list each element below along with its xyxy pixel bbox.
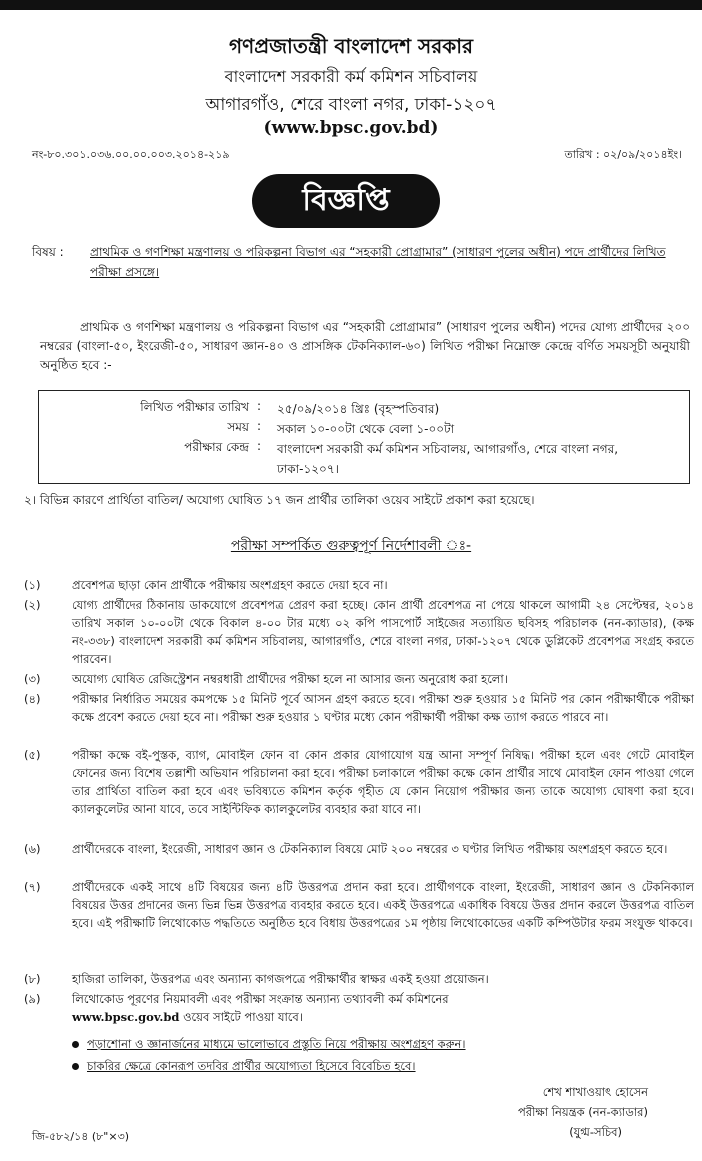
schedule-value: ২৫/০৯/২০১৪ খ্রিঃ (বৃহস্পতিবার) (277, 402, 440, 416)
instruction-text: লিথোকোড পূরণের নিয়মাবলী এবং পরীক্ষা সংক্রান্ত অন্যান্য তথ্যাবলী কর্ম কমিশনের (72, 992, 449, 1006)
instruction-number: (২) (24, 598, 41, 612)
subject-text: প্রাথমিক ও গণশিক্ষা মন্ত্রণালয় ও পরিকল্পনা বিভাগ এর “সহকারী প্রোগ্রামার” (সাধারণ পুলের অধীন) পদে প্রার্থীদের লিখিত পরীক্ষা প্রসঙ্গে। (90, 245, 666, 279)
disqualified-notice: ২। বিভিন্ন কারণে প্রার্থিতা বাতিল/ অযোগ্য ঘোষিত ১৭ জন প্রার্থীর তালিকা ওয়েব সাইটে প্রকাশ করা হয়েছে। (24, 493, 535, 507)
bullet-text: পড়াশোনা ও জ্ঞানার্জনের মাধ্যমে ভালোভাবে প্রস্তুতি নিয়ে পরীক্ষায় অংশগ্রহণ করুন। (87, 1037, 466, 1051)
instruction-number: (১) (24, 578, 41, 592)
bullet-text: চাকরির ক্ষেত্রে কোনরূপ তদবির প্রার্থীর অযোগ্যতা হিসেবে বিবেচিত হবে। (87, 1059, 416, 1073)
subject-label: বিষয় : (32, 245, 64, 259)
website-link[interactable]: (www.bpsc.gov.bd) (263, 118, 439, 138)
instruction-number: (৭) (24, 880, 41, 894)
bullet-item (72, 1036, 466, 1055)
reference-number: নং-৮০.৩০১.০৩৬.০০.০০.০০৩.২০১৪-২১৯ (32, 148, 230, 161)
instructions-heading (0, 534, 702, 558)
instruction-text: প্রার্থীদেরকে একই সাথে ৪টি বিষয়ের জন্য ৪টি উত্তরপত্র প্রদান করা হবে। প্রার্থীগণকে বাংলা, ইংরেজী, সাধারণ জ্ঞান ও টেকনিক্যাল বিষয়ের উত্তর প্রদানের জন্য ভিন্ন ভিন্ন উত্তরপত্র ব্যবহার করতে হবে। একই উত্তরপত্রে একাধিক বিষয়ে উত্তর প্রদান করলে উত্তরপত্র বাতিল হবে। এই পরীক্ষাটি লিথোকোড পদ্ধতিতে অনুষ্ঠিত হবে বিধায় উত্তরপত্রের ১ম পৃষ্ঠায় লিথোকোডের একটি কম্পিউটার ফরম সংযুক্ত থাকবে। (72, 880, 694, 930)
schedule-value: বাংলাদেশ সরকারী কর্ম কমিশন সচিবালয়, আগারগাঁও, শেরে বাংলা নগর, ঢাকা-১২০৭। (277, 442, 619, 476)
instruction-text: অযোগ্য ঘোষিত রেজিস্ট্রেশন নম্বরধারী প্রার্থীদের পরীক্ষা হলে না আসার জন্য অনুরোধ করা হলো। (72, 672, 508, 686)
instruction-text-tail: ওয়েব সাইটে পাওয়া যাবে। (179, 1010, 303, 1024)
instruction-text-block (72, 990, 694, 1026)
notice-date: তারিখ : ০২/০৯/২০১৪ইং। (564, 148, 682, 161)
bullet-dot (72, 1041, 79, 1048)
bpsc-website-link[interactable]: www.bpsc.gov.bd (72, 1010, 180, 1024)
schedule-colon: : (257, 419, 262, 433)
instruction-text: পরীক্ষার নির্ধারিত সময়ের কমপক্ষে ১৫ মিনিট পূর্বে আসন গ্রহণ করতে হবে। পরীক্ষা শুরু হওয়ার ১৫ মিনিট পর কোন পরীক্ষার্থীকে পরীক্ষা কক্ষে প্রবেশ করতে দেয়া হবে না। পরীক্ষা শুরু হওয়ার ১ ঘণ্টার মধ্যে কোন পরীক্ষার্থী পরীক্ষা কক্ষ ত্যাগ করতে পারবে না। (72, 692, 694, 724)
schedule-value: সকাল ১০-০০টা থেকে বেলা ১-০০টা (277, 422, 455, 436)
signatory-rank: (যুগ্ম-সচিব) (569, 1125, 622, 1139)
instruction-number: (৪) (24, 692, 41, 706)
govt-title: গণপ্রজাতন্ত্রী বাংলাদেশ সরকার (229, 34, 473, 58)
instruction-text: যোগ্য প্রার্থীদের ঠিকানায় ডাকযোগে প্রবেশপত্র প্রেরণ করা হচ্ছে। কোন প্রার্থী প্রবেশপত্র না পেয়ে থাকলে আগামী ২৪ সেপ্টেম্বর, ২০১৪ তারিখ সকাল ১০-০০টা থেকে বিকাল ৪-০০ টার মধ্যে ০২ কপি পাসপোর্ট সাইজের সত্যায়িত ছবিসহ পরিচালক (নন-ক্যাডার), (কক্ষ নং-৩৩৮) বাংলাদেশ সরকারী কর্ম কমিশন সচিবালয়, আগারগাঁও, শেরে বাংলা নগর, ঢাকা-১২০৭ থেকে ডুপ্লিকেট প্রবেশপত্র সংগ্রহ করতে পারবেন। (72, 598, 694, 666)
signatory-name: শেখ শাখাওয়াৎ হোসেন (542, 1085, 648, 1099)
bullet-item (72, 1058, 416, 1077)
schedule-label: সময় (227, 420, 249, 434)
signatory-title: পরীক্ষা নিয়ন্ত্রক (নন-ক্যাডার) (517, 1105, 648, 1119)
top-border-bar (0, 0, 702, 10)
instruction-text: প্রবেশপত্র ছাড়া কোন প্রার্থীকে পরীক্ষায় অংশগ্রহণ করতে দেয়া হবে না। (72, 578, 388, 592)
instruction-number: (৩) (24, 672, 41, 686)
instruction-number: (৯) (24, 992, 41, 1006)
instruction-number: (৬) (24, 842, 41, 856)
bullet-dot (72, 1063, 79, 1070)
instruction-text: হাজিরা তালিকা, উত্তরপত্র এবং অন্যান্য কাগজপত্রে পরীক্ষার্থীর স্বাক্ষর একই হওয়া প্রয়োজন। (72, 972, 489, 986)
instruction-text: প্রার্থীদেরকে বাংলা, ইংরেজী, সাধারণ জ্ঞান ও টেকনিক্যাল বিষয়ে মোট ২০০ নম্বরের ৩ ঘণ্টার লিখিত পরীক্ষায় অংশগ্রহণ করতে হবে। (72, 842, 668, 856)
footer-code: জি-৫৮২/১৪ (৮"×৩) (32, 1130, 130, 1143)
instruction-text: পরীক্ষা কক্ষে বই-পুস্তক, ব্যাগ, মোবাইল ফোন বা কোন প্রকার যোগাযোগ যন্ত্র আনা সম্পূর্ণ নিষিদ্ধ। পরীক্ষা হলে এবং গেটে মোবাইল ফোনের জন্য বিশেষ তল্লাশী অভিযান পরিচালনা করা হবে। পরীক্ষা চলাকালে পরীক্ষা কক্ষে কোন প্রার্থীর সাথে মোবাইল ফোন পাওয়া গেলে তার প্রার্থিতা বাতিল করা হবে এবং ভবিষ্যতে কমিশন কর্তৃক গৃহীত যে কোন নিয়োগ পরীক্ষার জন্য তাকে অযোগ্য ঘোষণা করা হবে। ক্যালকুলেটর আনা যাবে, তবে সাইন্টিফিক ক্যালকুলেটর ব্যবহার করা যাবে না। (72, 748, 694, 816)
schedule-label: পরীক্ষার কেন্দ্র (184, 440, 249, 454)
schedule-colon: : (257, 399, 262, 413)
commission-title: বাংলাদেশ সরকারী কর্ম কমিশন সচিবালয় (224, 67, 478, 86)
schedule-colon: : (257, 439, 262, 453)
schedule-label: লিখিত পরীক্ষার তারিখ (140, 400, 249, 414)
address: আগারগাঁও, শেরে বাংলা নগর, ঢাকা-১২০৭ (205, 95, 497, 115)
instructions-heading-text: পরীক্ষা সম্পর্কিত গুরুত্বপূর্ণ নির্দেশাবলী ঃ- (230, 538, 472, 554)
schedule-box (38, 390, 690, 484)
notice-title: বিজ্ঞপ্তি (252, 174, 440, 228)
intro-paragraph: প্রাথমিক ও গণশিক্ষা মন্ত্রণালয় ও পরিকল্পনা বিভাগ এর “সহকারী প্রোগ্রামার” (সাধারণ পুলের অধীন) পদের যোগ্য প্রার্থীদের ২০০ নম্বরের (বাংলা-৫০, ইংরেজী-৫০, সাধারণ জ্ঞান-৪০ ও প্রাসঙ্গিক টেকনিক্যাল-৬০) লিখিত পরীক্ষা নিম্নোক্ত কেন্দ্রে বর্ণিত সময়সূচী অনুযায়ী অনুষ্ঠিত হবে :- (40, 320, 690, 372)
instruction-number: (৫) (24, 748, 41, 762)
instruction-number: (৮) (24, 972, 41, 986)
